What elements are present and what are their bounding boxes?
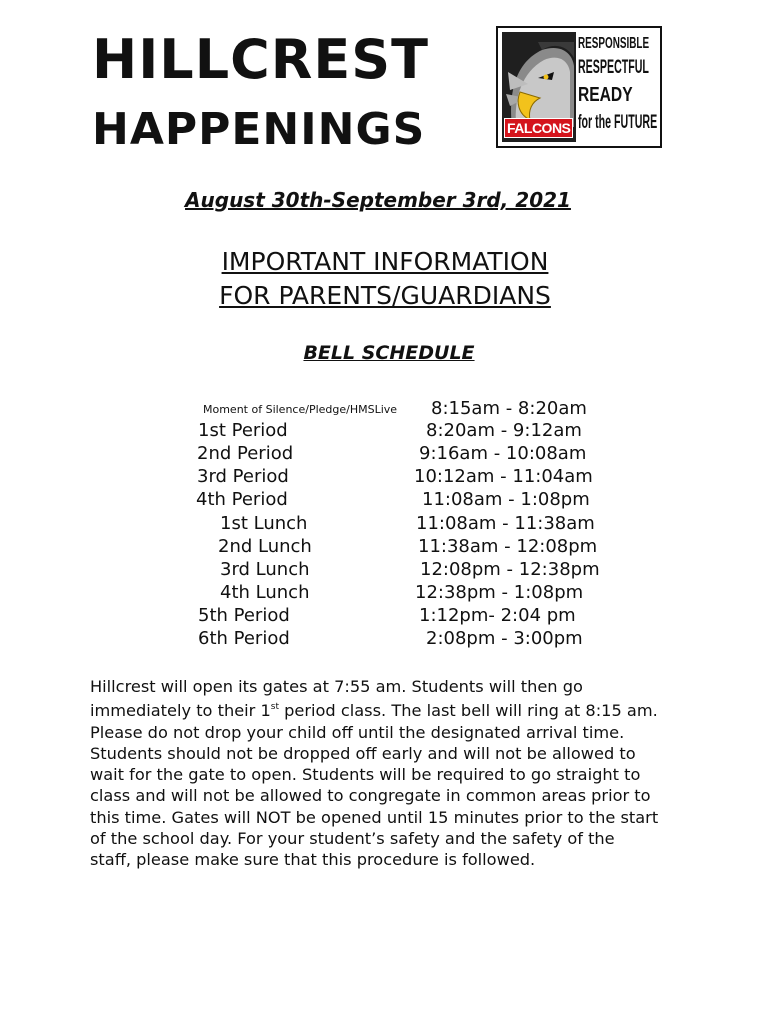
schedule-row-time: 11:08am - 11:38am (416, 513, 595, 534)
motto-line: READY (578, 84, 633, 106)
schedule-row-time: 9:16am - 10:08am (419, 443, 587, 464)
schedule-row-time: 8:20am - 9:12am (426, 420, 582, 441)
mascot-name-label: FALCONS (504, 118, 573, 138)
schedule-row-time: 12:08pm - 12:38pm (420, 559, 600, 580)
schedule-row-time: 10:12am - 11:04am (414, 466, 593, 487)
date-range: August 30th-September 3rd, 2021 (185, 188, 571, 212)
schedule-row-time: 11:08am - 1:08pm (422, 489, 590, 510)
important-heading-line2: FOR PARENTS/GUARDIANS (219, 281, 551, 310)
newsletter-subtitle: HAPPENINGS (92, 104, 426, 155)
schedule-row-label: 1st Lunch (220, 513, 308, 534)
schedule-row-time: 1:12pm- 2:04 pm (419, 605, 576, 626)
arrival-notice (90, 676, 690, 871)
motto-line: for the FUTURE (578, 112, 658, 133)
schedule-row-time: 11:38am - 12:08pm (418, 536, 598, 557)
notice-line: Students should not be dropped off early and will not be allowed to (90, 743, 636, 763)
notice-line: this time. Gates will NOT be opened until 15 minutes prior to the start (90, 807, 659, 827)
bell-schedule-heading: BELL SCHEDULE (303, 342, 475, 364)
schedule-row-label: 6th Period (198, 628, 290, 649)
notice-line: class and will not be allowed to congregate in common areas prior to (90, 786, 651, 806)
schedule-row-time: 8:15am - 8:20am (431, 398, 587, 419)
schedule-row-label: 3rd Lunch (220, 559, 310, 580)
notice-line: Please do not drop your child off until the designated arrival time. (90, 722, 625, 742)
notice-line: staff, please make sure that this procedure is followed. (90, 850, 536, 870)
motto-line: RESPONSIBLE (578, 35, 650, 52)
schedule-row-label: 2nd Period (197, 443, 294, 464)
schedule-row-label: 4th Lunch (220, 582, 310, 603)
logo-motto (578, 32, 658, 142)
schedule-row-label: Moment of Silence/Pledge/HMSLive (203, 403, 398, 416)
notice-line: immediately to their 1st period class. The last bell will ring at 8:15 am. (90, 701, 658, 721)
schedule-row-label: 3rd Period (197, 466, 289, 487)
schedule-row-time: 2:08pm - 3:00pm (426, 628, 583, 649)
schedule-row-label: 2nd Lunch (218, 536, 312, 557)
notice-line: Hillcrest will open its gates at 7:55 am. Students will then go (90, 677, 583, 696)
falcon-head-icon (502, 32, 576, 142)
newsletter-title: HILLCREST (92, 28, 429, 91)
notice-line: wait for the gate to open. Students will be required to go straight to (90, 765, 641, 785)
schedule-row-time: 12:38pm - 1:08pm (415, 582, 584, 603)
schedule-row-label: 5th Period (198, 605, 290, 626)
important-heading-line1: IMPORTANT INFORMATION (221, 247, 549, 276)
school-logo (496, 26, 662, 148)
schedule-row-label: 1st Period (198, 420, 288, 441)
notice-line: of the school day. For your student’s safety and the safety of the (90, 829, 615, 849)
motto-line: RESPECTFUL (578, 57, 649, 78)
schedule-row-label: 4th Period (196, 489, 288, 510)
